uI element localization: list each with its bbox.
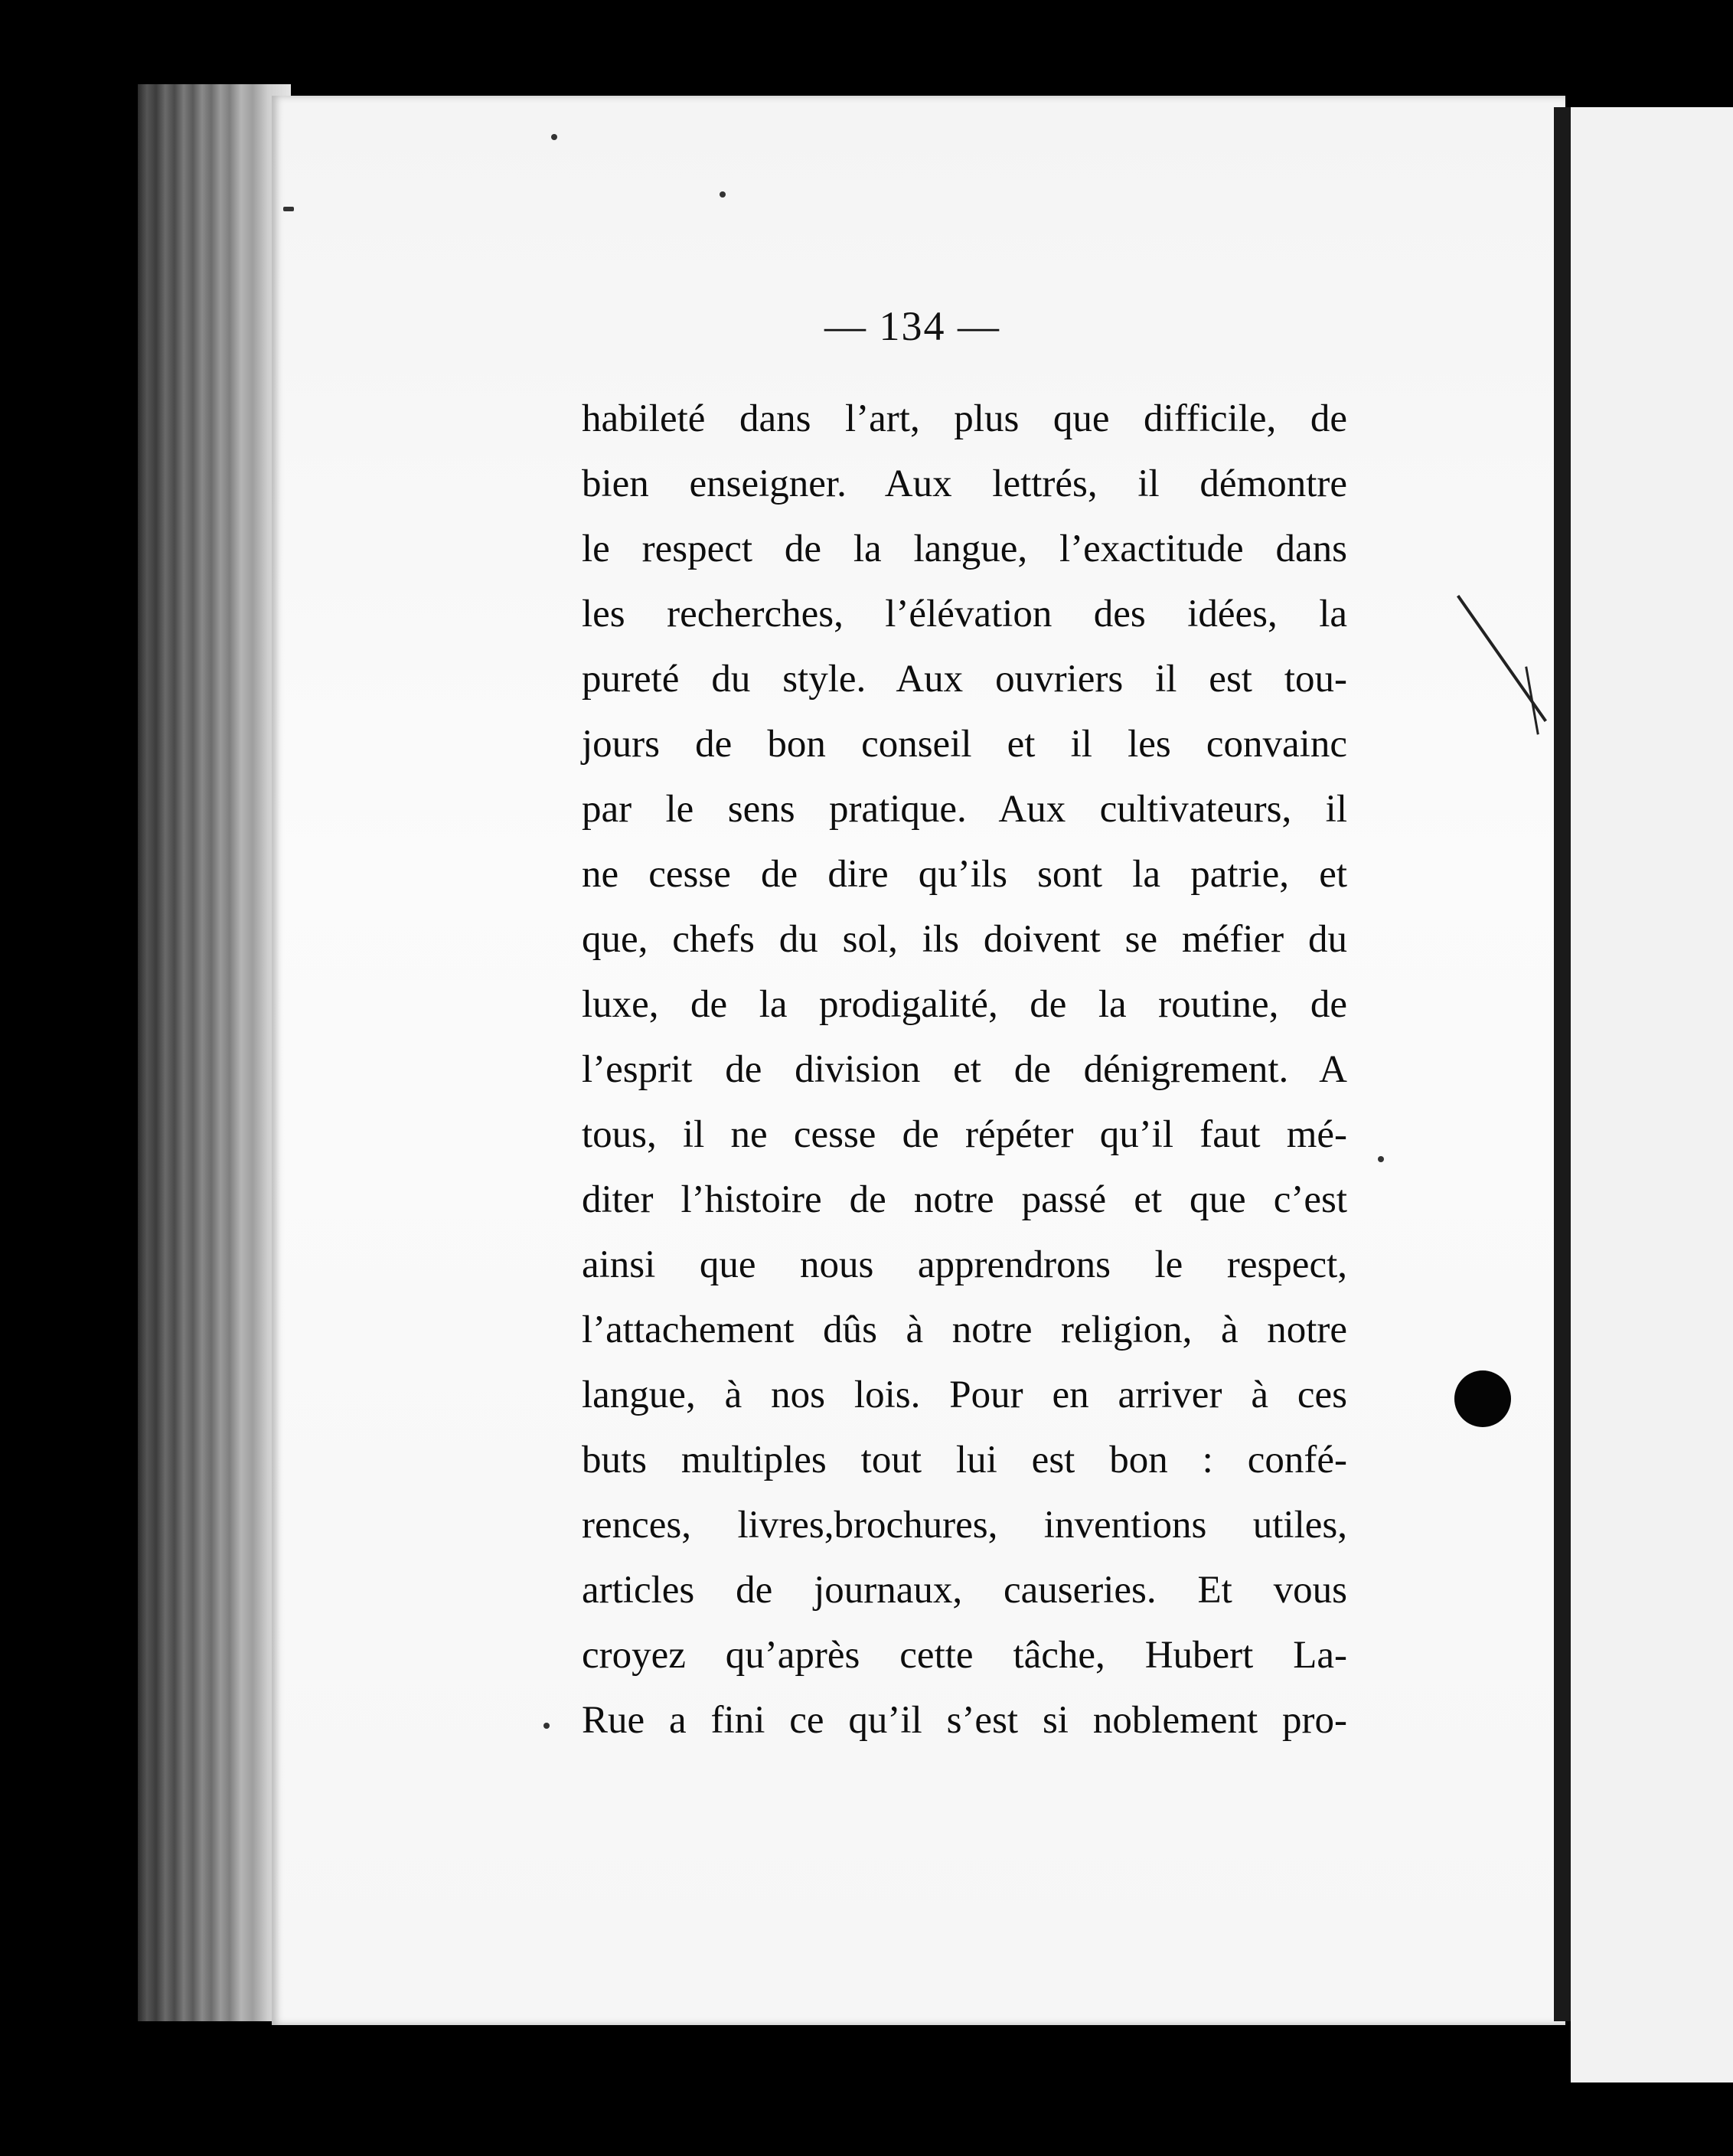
text-line: luxe, de la prodigalité, de la routine, de [582,983,1347,1026]
dust-speck [551,134,557,140]
dust-speck [543,1723,550,1729]
text-line: jours de bon conseil et il les convainc [582,723,1347,766]
text-line: langue, à nos lois. Pour en arriver à ces [582,1374,1347,1416]
facing-page [1571,107,1733,2082]
text-line: buts multiples tout lui est bon : confé- [582,1439,1347,1481]
text-line: ainsi que nous apprendrons le respect, [582,1243,1347,1286]
text-line: rences, livres,brochures, inventions utiles, [582,1504,1347,1547]
page-edges [138,84,291,2021]
text-line: articles de journaux, causeries. Et vous [582,1569,1347,1612]
text-line: habileté dans l’art, plus que difficile, de [582,397,1347,440]
text-line: pureté du style. Aux ouvriers il est tou- [582,658,1347,701]
text-line: l’attachement dûs à notre religion, à notre [582,1308,1347,1351]
text-line: le respect de la langue, l’exactitude dans [582,528,1347,570]
text-line: les recherches, l’élévation des idées, la [582,593,1347,635]
text-line: bien enseigner. Aux lettrés, il démontre [582,462,1347,505]
dust-speck [720,191,726,198]
text-line: croyez qu’après cette tâche, Hubert La- [582,1634,1347,1677]
text-line: tous, il ne cesse de répéter qu’il faut mé- [582,1113,1347,1156]
text-line: par le sens pratique. Aux cultivateurs, il [582,788,1347,831]
dust-speck [283,207,294,211]
ink-blot [1454,1370,1511,1427]
body-text [582,387,1347,1753]
text-line: diter l’histoire de notre passé et que c’est [582,1178,1347,1221]
text-line: Rue a fini ce qu’il s’est si noblement pro- [582,1699,1347,1742]
text-line: que, chefs du sol, ils doivent se méfier du [582,918,1347,961]
page-number: — 134 — [824,303,1000,349]
text-line: ne cesse de dire qu’ils sont la patrie, et [582,853,1347,896]
book-gutter [1554,107,1571,2021]
text-line: l’esprit de division et de dénigrement. A [582,1048,1347,1091]
dust-speck [1378,1156,1384,1162]
